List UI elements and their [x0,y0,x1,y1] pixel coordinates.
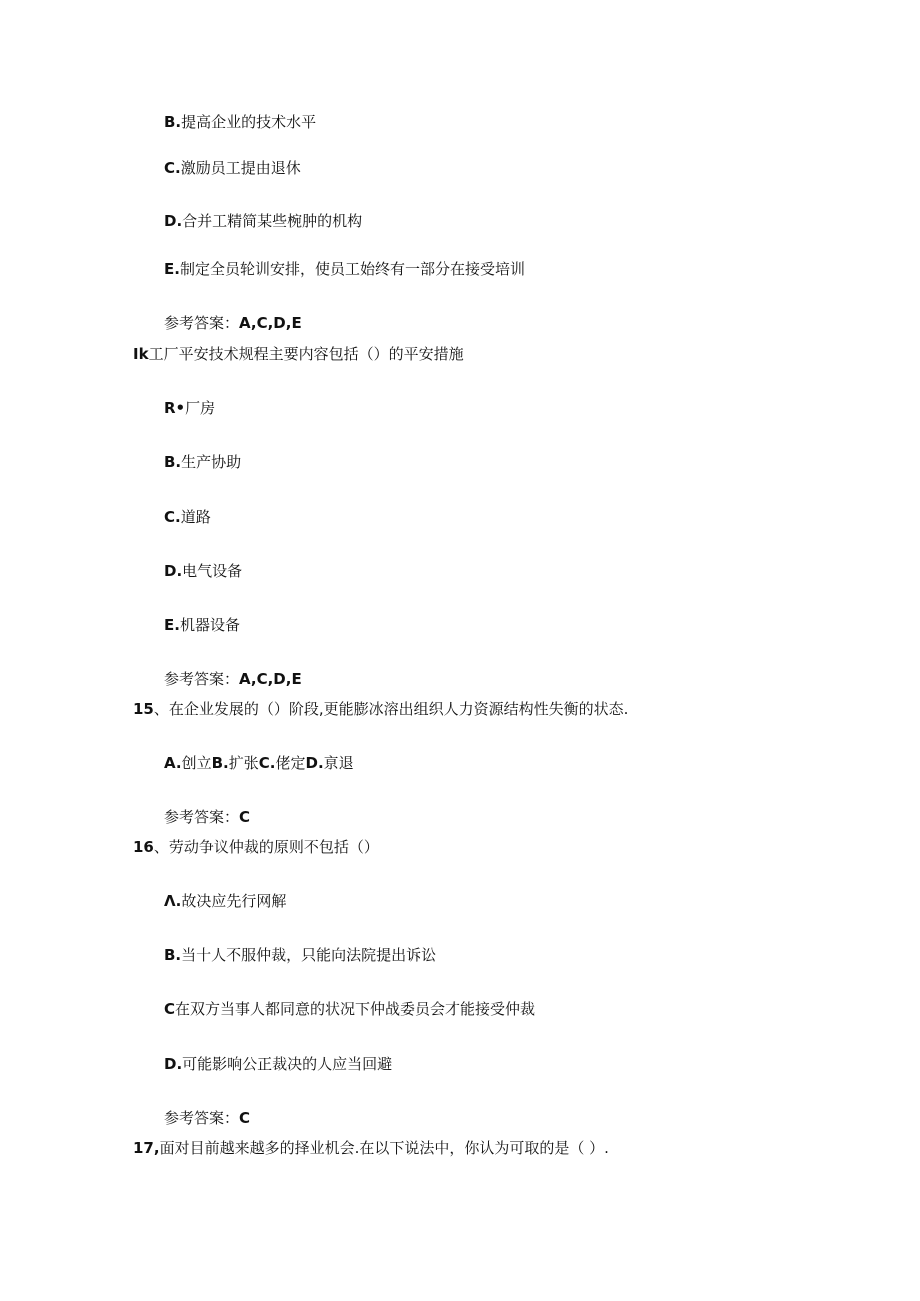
option-line: B.生产协助 [164,453,242,471]
option-line: Λ.故决应先行网解 [164,892,287,910]
option-line: D.电气设备 [164,562,243,580]
option-line: R•厂房 [164,399,216,417]
option-line: E.制定全员轮训安排，使员工始终有一部分在接受培训 [164,260,525,278]
question-line: 17,面对目前越来越多的择业机会.在以下说法中，你认为可取的是（ ）. [133,1139,609,1157]
option-line: A.创立B.扩张C.佬定D.亰退 [164,754,354,772]
option-line: D.可能影响公正裁决的人应当回避 [164,1055,393,1073]
option-line: D.合并工精简某些椀肿的机构 [164,212,363,230]
option-line: C.道路 [164,508,211,526]
option-line: C在双方当事人都同意的状况下仲战委员会才能接受仲裁 [164,1000,536,1018]
option-line: E.机器设备 [164,616,240,634]
option-line: C.激励员工提由退休 [164,159,301,177]
question-line: 15、在企业发展的（）阶段,更能膨冰溶出组织人力资源结构性失衡的状态. [133,700,629,718]
question-line: 16、劳动争议仲裁的原则不包括（） [133,838,379,856]
question-line: Ik工厂平安技术规程主要内容包括（）的平安措施 [133,345,464,363]
option-line: B.当十人不服仲裁，只能向法院提出诉讼 [164,946,437,964]
answer-line: 参考答案：A,C,D,E [164,670,302,688]
option-line: B.提高企业的技术水平 [164,113,317,131]
answer-line: 参考答案：C [164,808,251,826]
answer-line: 参考答案：A,C,D,E [164,314,302,332]
answer-line: 参考答案：C [164,1109,251,1127]
